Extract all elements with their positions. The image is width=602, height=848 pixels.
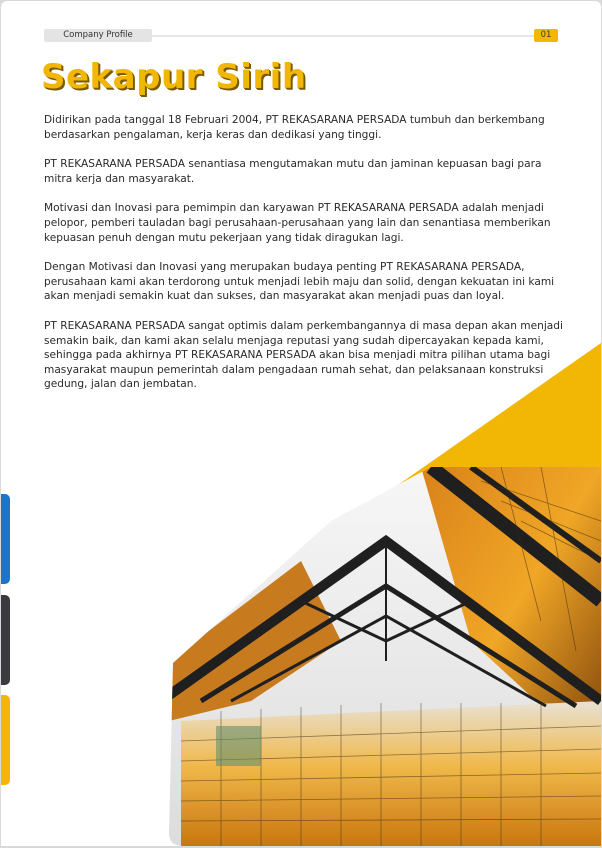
paragraph: Didirikan pada tanggal 18 Februari 2004, PT REKASARANA PERSADA tumbuh dan berkembang berdasarkan pengalaman, kerja keras dan dedikasi yang tinggi. xyxy=(44,114,545,141)
paragraph: Motivasi dan Inovasi para pemimpin dan karyawan PT REKASARANA PERSADA adalah menjadi pelopor, pemberi tauladan bagi perusahaan-perusahaan yang lain dan senantiasa memberikan kepuasan penuh dengan mutu pekerjaan yang tidak diragukan lagi. xyxy=(44,202,551,244)
paragraph: PT REKASARANA PERSADA sangat optimis dalam perkembangannya di masa depan akan menjadi semakin baik, dan kami akan selalu menjaga reputasi yang sudah dipercayakan kepada kami, sehingga pada akhirnya PT REKASARANA PERSADA akan bisa menjadi mitra pilihan utama bagi masyarakat maupun pemerintah dalam pengadaan rumah sehat, dan pelaksanaan konstruksi gedung, jalan dan jembatan. xyxy=(44,319,563,391)
side-tab-yellow xyxy=(1,695,10,785)
building-photo xyxy=(161,461,601,846)
section-label: Company Profile xyxy=(44,29,152,42)
side-tab-blue xyxy=(1,494,10,584)
paragraph: PT REKASARANA PERSADA senantiasa mengutamakan mutu dan jaminan kepuasan bagi para mitra kerja dan masyarakat. xyxy=(44,158,542,185)
paragraph: Dengan Motivasi dan Inovasi yang merupakan budaya penting PT REKASARANA PERSADA, perusahaan kami akan terdorong untuk menjadi lebih maju dan solid, dengan kekuatan ini kami akan menjadi semakin kuat dan sukses, dan masyarakat akan menjadi puas dan loyal. xyxy=(44,261,555,303)
page-number: 01 xyxy=(534,29,558,42)
page-title: Sekapur Sirih xyxy=(41,57,307,97)
side-tab-dark xyxy=(1,595,10,685)
document-page xyxy=(1,1,601,846)
building-photo-graphic xyxy=(1,1,601,846)
